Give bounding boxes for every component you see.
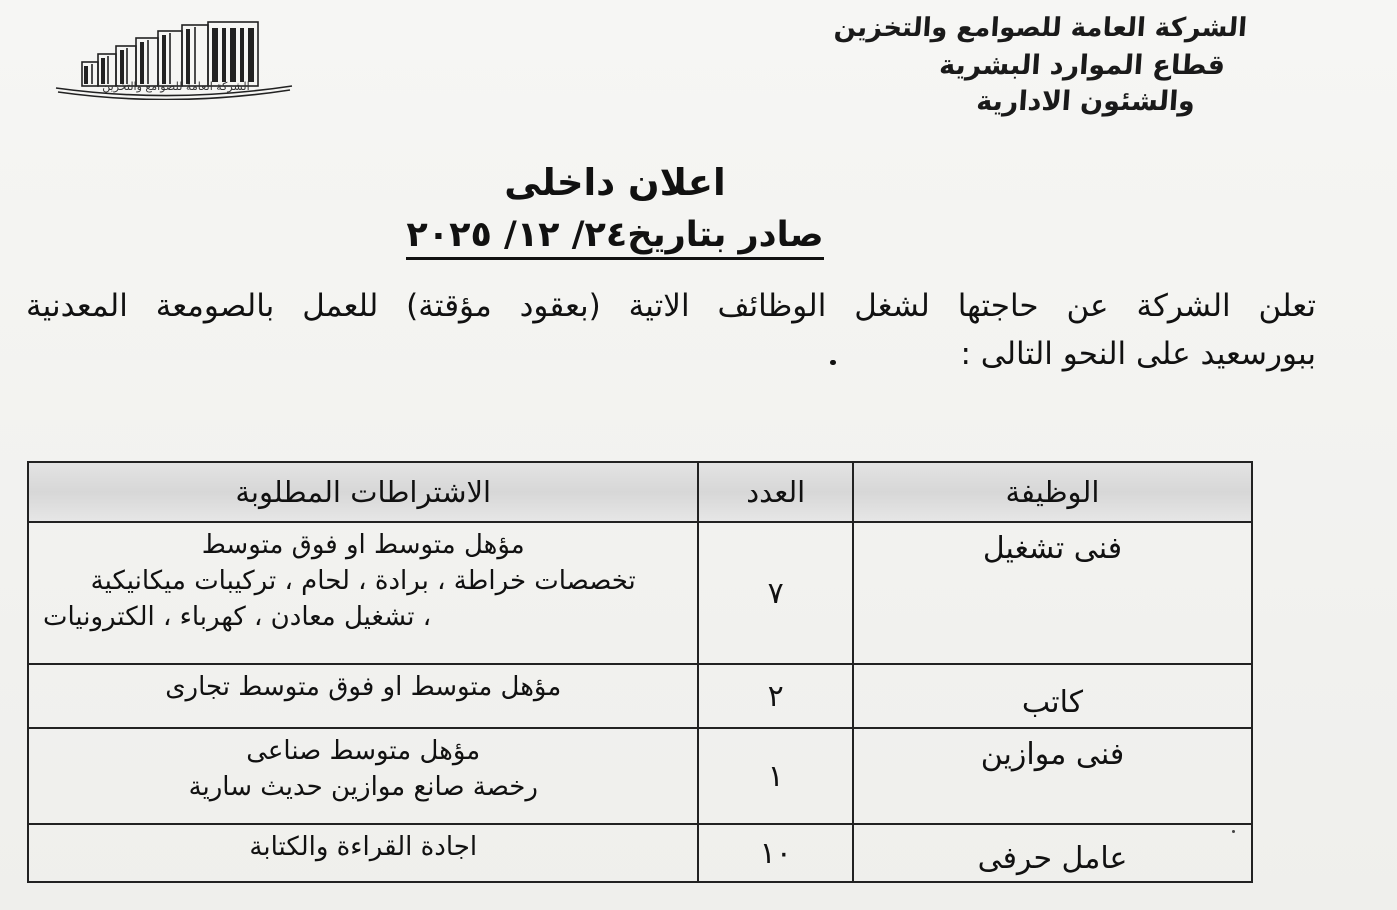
job-requirements xyxy=(28,664,698,728)
job-requirements xyxy=(28,522,698,664)
requirement-line: مؤهل متوسط او فوق متوسط xyxy=(201,530,525,560)
organization-header xyxy=(827,8,1247,120)
job-title: عامل حرفى xyxy=(853,824,1252,882)
org-department: والشئون الادارية xyxy=(975,86,1197,117)
ink-dot xyxy=(830,360,836,365)
announcement-intro xyxy=(26,282,1316,378)
requirement-line: رخصة صانع موازين حديث سارية xyxy=(188,772,538,802)
issue-date-text: صادر بتاريخ٢٤/ ١٢/ ٢٠٢٥ xyxy=(406,215,823,260)
requirement-line: مؤهل متوسط صناعى xyxy=(246,736,481,766)
intro-line-2: ببورسعيد على النحو التالى : xyxy=(960,336,1316,372)
header-count: العدد xyxy=(698,462,852,522)
table-row xyxy=(28,664,1252,728)
table-header-row xyxy=(28,462,1252,522)
announcement-title: اعلان داخلى xyxy=(504,161,726,204)
ink-speck xyxy=(1232,830,1235,833)
header-job: الوظيفة xyxy=(853,462,1252,522)
requirement-line: مؤهل متوسط او فوق متوسط تجارى xyxy=(165,672,562,702)
logo-caption: الشركة العامة للصوامع والتخزين xyxy=(102,80,250,93)
table-row xyxy=(28,728,1252,824)
job-title: فنى تشغيل xyxy=(853,522,1252,664)
intro-line-1: تعلن الشركة عن حاجتها لشغل الوظائف الاتية (بعقود مؤقتة) للعمل بالصومعة المعدنية xyxy=(26,288,1316,324)
jobs-table xyxy=(27,461,1253,883)
job-count: ١ xyxy=(698,728,852,824)
table-row xyxy=(28,522,1252,664)
job-requirements xyxy=(28,824,698,882)
job-title: كاتب xyxy=(853,664,1252,728)
header-requirements: الاشتراطات المطلوبة xyxy=(28,462,698,522)
requirement-line: تخصصات خراطة ، برادة ، لحام ، تركيبات ميكانيكية xyxy=(90,566,636,596)
org-name: الشركة العامة للصوامع والتخزين xyxy=(833,13,1249,43)
job-count: ٢ xyxy=(698,664,852,728)
job-requirements xyxy=(28,728,698,824)
table-row xyxy=(28,824,1252,882)
announcement-date xyxy=(380,210,850,260)
job-count: ٧ xyxy=(698,522,852,664)
requirement-line: ، تشغيل معادن ، كهرباء ، الكترونيات xyxy=(43,602,432,632)
job-count: ١٠ xyxy=(698,824,852,882)
org-sector: قطاع الموارد البشرية xyxy=(938,50,1227,81)
requirement-line: اجادة القراءة والكتابة xyxy=(249,832,478,862)
job-title: فنى موازين xyxy=(853,728,1252,824)
